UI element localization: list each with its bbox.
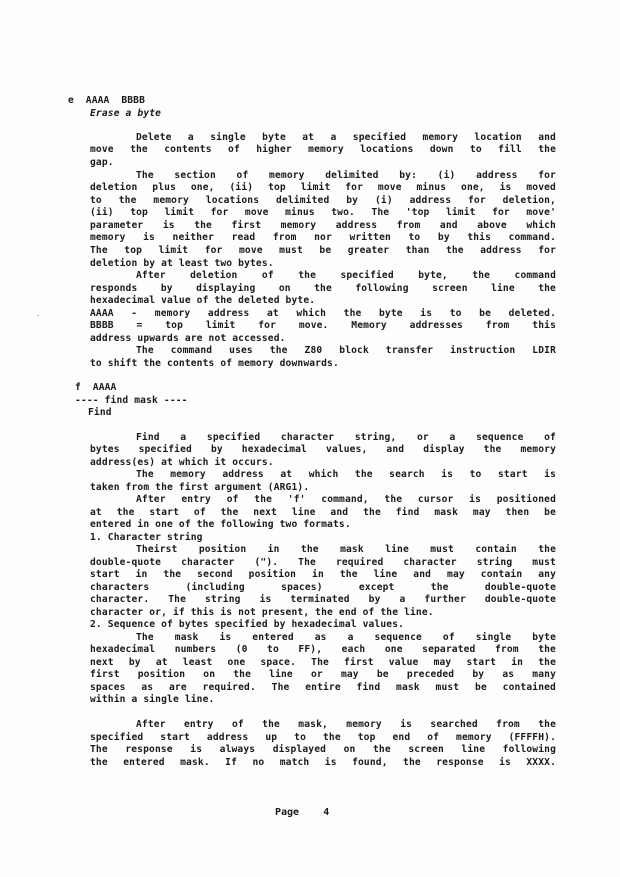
paragraph-line: After deletion of the specified byte, the command — [136, 270, 556, 281]
paragraph-line: at the start of the next line and the find mask may then be — [90, 507, 556, 518]
paragraph-line: The top limit for move must be greater than the address for — [90, 245, 556, 256]
paragraph-line: the entered mask. If no match is found, the response is XXXX. — [90, 757, 556, 768]
paragraph-line: characters (including spaces) except the double-quote — [90, 582, 556, 593]
paragraph-line: within a single line. — [90, 694, 215, 705]
paragraph-line: bytes specified by hexadecimal values, and display the memory — [90, 444, 556, 455]
list-item-heading: 1. Character string — [90, 532, 203, 543]
paragraph-line: hexadecimal value of the deleted byte. — [90, 295, 316, 306]
find-mask-line: ---- find mask ---- — [75, 395, 188, 406]
paragraph-line: The section of memory delimited by: (i) address for — [136, 170, 556, 181]
paragraph-line: The memory address at which the search is to start is — [136, 469, 556, 480]
paragraph-line: The mask is entered as a sequence of single byte — [136, 632, 556, 643]
page-footer — [275, 807, 329, 818]
paragraph-line: hexadecimal numbers (0 to FF), each one separated from the — [90, 644, 556, 655]
paragraph-line: After entry of the 'f' command, the cursor is positioned — [136, 494, 556, 505]
section-title-erase: Erase a byte — [90, 108, 162, 119]
paragraph-line: address(es) at which it occurs. — [90, 457, 274, 468]
paragraph-line: gap. — [90, 157, 114, 168]
paragraph-line: taken from the first argument (ARG1). — [90, 482, 310, 493]
paragraph-line: Theirst position in the mask line must contain the — [136, 544, 556, 555]
paragraph-line: double-quote character ("). The required character string must — [90, 557, 556, 568]
list-item-heading: 2. Sequence of bytes specified by hexadecimal values. — [90, 619, 405, 630]
paragraph-line: start in the second position in the line and may contain any — [90, 569, 556, 580]
paragraph-line: responds by displaying on the following screen line the — [90, 283, 556, 294]
scan-noise — [37, 315, 39, 316]
paragraph-line: address upwards are not accessed. — [90, 333, 286, 344]
paragraph-line: to the memory locations delimited by (i) address for deletion, — [90, 195, 556, 206]
paragraph-line: parameter is the first memory address from and above which — [90, 220, 556, 231]
paragraph-line: character. The string is terminated by a further double-quote — [90, 594, 556, 605]
paragraph-line: character or, if this is not present, the end of the line. — [90, 607, 434, 618]
command-syntax-f: f AAAA — [75, 382, 117, 393]
paragraph-line: deletion plus one, (ii) top limit for move minus one, is moved — [90, 182, 556, 193]
paragraph-line: The response is always displayed on the screen line following — [90, 744, 556, 755]
paragraph-line: move the contents of higher memory locations down to fill the — [90, 144, 556, 155]
section-title-find: Find — [88, 407, 112, 418]
paragraph-line: After entry of the mask, memory is searched from the — [136, 719, 556, 730]
paragraph-line: entered in one of the following two formats. — [90, 519, 351, 530]
paragraph-line: spaces as are required. The entire find mask must be contained — [90, 682, 556, 693]
paragraph-line: specified start address up to the top end of memory (FFFFH). — [90, 732, 556, 743]
paragraph-line: Find a specified character string, or a sequence of — [136, 432, 556, 443]
paragraph-line: first position on the line or may be preceded by as many — [90, 669, 556, 680]
paragraph-line: Delete a single byte at a specified memory location and — [136, 132, 556, 143]
paragraph-line: deletion by at least two bytes. — [90, 258, 274, 269]
param-desc-aaaa: AAAA - memory address at which the byte is to be deleted. — [90, 308, 556, 319]
command-syntax-e: e AAAA BBBB — [68, 95, 146, 106]
paragraph-line: to shift the contents of memory downwards. — [90, 358, 339, 369]
paragraph-line: The command uses the Z80 block transfer instruction LDIR — [136, 345, 556, 356]
paragraph-line: memory is neither read from nor written to by this command. — [90, 232, 556, 243]
param-desc-bbbb: BBBB = top limit for move. Memory addresses from this — [90, 320, 556, 331]
page-number: 4 — [323, 807, 330, 818]
paragraph-line: next by at least one space. The first value may start in the — [90, 657, 556, 668]
paragraph-line: (ii) top limit for move minus two. The 'top limit for move' — [90, 207, 556, 218]
page-label: Page — [275, 807, 300, 818]
